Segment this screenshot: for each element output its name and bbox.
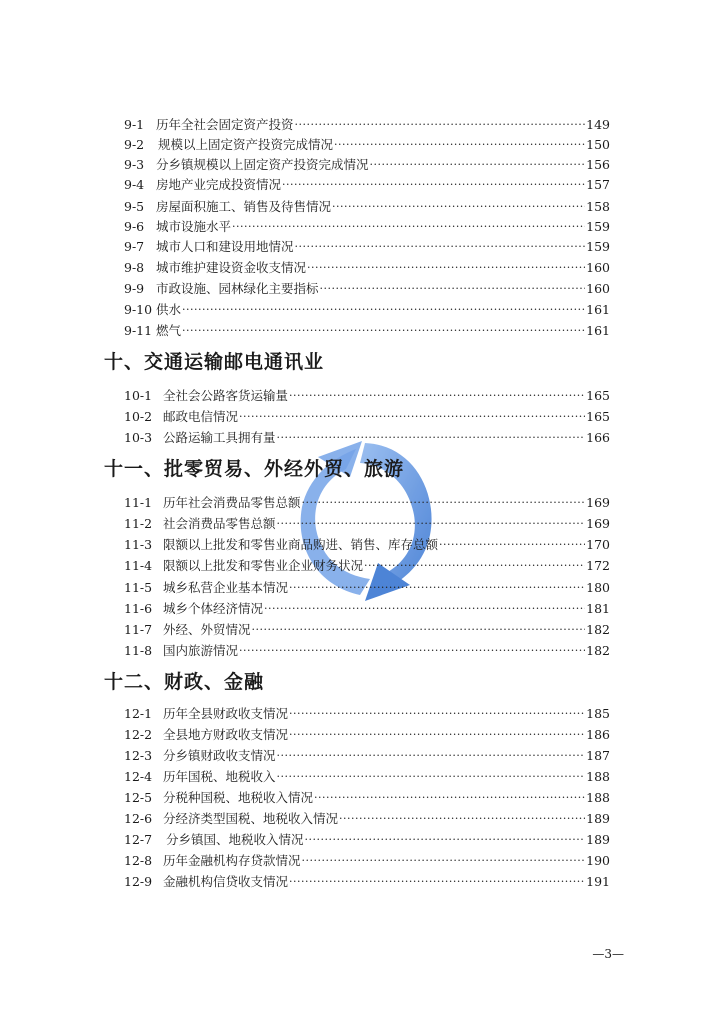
dot-leader	[439, 535, 585, 555]
entry-title: 城市设施水平	[156, 219, 232, 234]
toc-entry[interactable]	[124, 746, 610, 766]
entry-title: 外经、外贸情况	[163, 622, 251, 637]
toc-entry[interactable]	[124, 407, 610, 427]
entry-title: 全社会公路客货运输量	[163, 388, 289, 403]
entry-page: 185	[586, 706, 610, 721]
entry-title: 房地产业完成投资情况	[156, 177, 282, 192]
entry-title: 限额以上批发和零售业商品购进、销售、库存总额	[163, 537, 439, 552]
entry-title: 城市维护建设资金收支情况	[156, 260, 307, 275]
dot-leader	[277, 514, 586, 534]
dot-leader	[289, 578, 585, 598]
toc-entry[interactable]	[124, 578, 610, 598]
entry-number: 12-2	[124, 727, 153, 742]
dot-leader	[314, 788, 585, 808]
toc-entry[interactable]	[124, 175, 610, 195]
entry-number: 10-2	[124, 409, 153, 424]
entry-title: 房屋面积施工、销售及待售情况	[156, 199, 332, 214]
entry-page: 159	[586, 219, 610, 234]
toc-entry[interactable]	[124, 155, 610, 175]
entry-page: 182	[586, 643, 610, 658]
entry-title: 社会消费品零售总额	[163, 516, 276, 531]
entry-number: 12-6	[124, 811, 153, 826]
entry-number: 9-3	[124, 157, 145, 172]
entry-page: 170	[586, 537, 610, 552]
entry-number: 9-10	[124, 302, 153, 317]
toc-entry[interactable]	[124, 321, 610, 341]
dot-leader	[182, 300, 585, 320]
toc-entry[interactable]	[124, 641, 610, 661]
entry-title: 历年全县财政收支情况	[163, 706, 289, 721]
entry-page: 180	[586, 580, 610, 595]
entry-number: 12-5	[124, 790, 153, 805]
entry-number: 9-2	[124, 137, 145, 152]
entry-number: 9-7	[124, 239, 145, 254]
entry-number: 9-8	[124, 260, 145, 275]
entry-title: 历年社会消费品零售总额	[163, 495, 301, 510]
entry-title: 历年金融机构存贷款情况	[163, 853, 301, 868]
entry-page: 181	[586, 601, 610, 616]
toc-entry[interactable]	[124, 493, 610, 513]
entry-page: 165	[586, 388, 610, 403]
dot-leader	[277, 746, 586, 766]
entry-number: 11-6	[124, 601, 153, 616]
entry-page: 161	[586, 302, 610, 317]
entry-page: 150	[586, 137, 610, 152]
toc-entry[interactable]	[124, 788, 610, 808]
entry-page: 166	[586, 430, 610, 445]
entry-title: 历年国税、地税收入	[163, 769, 276, 784]
toc-entry[interactable]	[124, 851, 610, 871]
dot-leader	[277, 428, 586, 448]
toc-entry[interactable]	[124, 428, 610, 448]
toc-entry[interactable]	[124, 767, 610, 787]
entry-number: 11-1	[124, 495, 153, 510]
toc-entry[interactable]	[124, 258, 610, 278]
entry-title: 分经济类型国税、地税收入情况	[163, 811, 339, 826]
entry-number: 11-5	[124, 580, 153, 595]
dot-leader	[305, 830, 586, 850]
entry-page: 172	[586, 558, 610, 573]
toc-entry[interactable]	[124, 300, 610, 320]
dot-leader	[182, 321, 585, 341]
entry-number: 9-9	[124, 281, 145, 296]
entry-title: 邮政电信情况	[163, 409, 239, 424]
dot-leader	[232, 217, 585, 237]
toc-entry[interactable]	[124, 809, 610, 829]
entry-number: 11-2	[124, 516, 153, 531]
toc-entry[interactable]	[124, 135, 610, 155]
entry-title: 分税种国税、地税收入情况	[163, 790, 314, 805]
dot-leader	[332, 197, 585, 217]
entry-number: 10-3	[124, 430, 153, 445]
entry-title: 燃气	[156, 323, 182, 338]
entry-title: 限额以上批发和零售业企业财务状况	[163, 558, 364, 573]
entry-title: 城市人口和建设用地情况	[156, 239, 294, 254]
page-number-footer: —3—	[592, 947, 624, 961]
dot-leader	[295, 237, 586, 257]
entry-page: 159	[586, 239, 610, 254]
entry-page: 189	[586, 811, 610, 826]
section-heading: 十二、财政、金融	[104, 671, 265, 693]
entry-page: 158	[586, 199, 610, 214]
entry-page: 160	[586, 260, 610, 275]
entry-page: 157	[586, 177, 610, 192]
entry-page: 187	[586, 748, 610, 763]
toc-entry[interactable]	[124, 620, 610, 640]
entry-page: 188	[586, 790, 610, 805]
dot-leader	[289, 704, 585, 724]
entry-number: 10-1	[124, 388, 153, 403]
toc-entry[interactable]	[124, 279, 610, 299]
toc-entry[interactable]	[124, 197, 610, 217]
dot-leader	[302, 851, 586, 871]
entry-page: 182	[586, 622, 610, 637]
toc-entry[interactable]	[124, 217, 610, 237]
entry-number: 9-5	[124, 199, 145, 214]
entry-title: 国内旅游情况	[163, 643, 239, 658]
entry-page: 165	[586, 409, 610, 424]
toc-entry[interactable]	[124, 514, 610, 534]
entry-title: 公路运输工具拥有量	[163, 430, 276, 445]
entry-page: 191	[586, 874, 610, 889]
dot-leader	[239, 641, 585, 661]
toc-entry[interactable]	[124, 725, 610, 745]
entry-number: 12-8	[124, 853, 153, 868]
dot-leader	[320, 279, 586, 299]
entry-page: 169	[586, 495, 610, 510]
dot-leader	[339, 809, 585, 829]
toc-entry[interactable]	[124, 535, 610, 555]
entry-number: 12-7	[124, 832, 153, 847]
entry-title: 分乡镇财政收支情况	[163, 748, 276, 763]
dot-leader	[307, 258, 585, 278]
toc-entry[interactable]	[124, 872, 610, 892]
entry-page: 169	[586, 516, 610, 531]
dot-leader	[334, 135, 585, 155]
toc-entry[interactable]	[124, 830, 610, 850]
entry-number: 9-11	[124, 323, 153, 338]
entry-number: 12-3	[124, 748, 153, 763]
entry-number: 11-7	[124, 622, 153, 637]
entry-number: 9-6	[124, 219, 145, 234]
toc-entry[interactable]	[124, 556, 610, 576]
dot-leader	[277, 767, 586, 787]
toc-entry[interactable]	[124, 704, 610, 724]
entry-number: 12-9	[124, 874, 153, 889]
entry-title: 分乡镇国、地税收入情况	[166, 832, 304, 847]
entry-number: 9-1	[124, 117, 145, 132]
entry-page: 156	[586, 157, 610, 172]
entry-title: 分乡镇规模以上固定资产投资完成情况	[156, 157, 369, 172]
entry-number: 12-1	[124, 706, 153, 721]
entry-number: 9-4	[124, 177, 145, 192]
section-heading: 十一、批零贸易、外经外贸、旅游	[104, 458, 405, 480]
entry-page: 189	[586, 832, 610, 847]
entry-title: 规模以上固定资产投资完成情况	[158, 137, 334, 152]
entry-number: 12-4	[124, 769, 153, 784]
entry-title: 城乡私营企业基本情况	[163, 580, 289, 595]
entry-title: 全县地方财政收支情况	[163, 727, 289, 742]
entry-page: 190	[586, 853, 610, 868]
entry-page: 160	[586, 281, 610, 296]
entry-page: 186	[586, 727, 610, 742]
toc-entry[interactable]	[124, 386, 610, 406]
entry-number: 11-3	[124, 537, 153, 552]
dot-leader	[264, 599, 585, 619]
entry-title: 市政设施、园林绿化主要指标	[156, 281, 319, 296]
dot-leader	[370, 155, 586, 175]
entry-page: 149	[586, 117, 610, 132]
toc-entry[interactable]	[124, 237, 610, 257]
dot-leader	[302, 493, 586, 513]
dot-leader	[295, 115, 586, 135]
entry-title: 历年全社会固定资产投资	[156, 117, 294, 132]
dot-leader	[239, 407, 585, 427]
dot-leader	[282, 175, 585, 195]
entry-number: 11-4	[124, 558, 153, 573]
entry-title: 供水	[156, 302, 182, 317]
toc-entry[interactable]	[124, 599, 610, 619]
dot-leader	[289, 725, 585, 745]
entry-number: 11-8	[124, 643, 153, 658]
dot-leader	[289, 872, 585, 892]
dot-leader	[252, 620, 586, 640]
entry-page: 188	[586, 769, 610, 784]
toc-entry[interactable]	[124, 115, 610, 135]
dot-leader	[364, 556, 585, 576]
dot-leader	[289, 386, 585, 406]
section-heading: 十、交通运输邮电通讯业	[104, 351, 325, 373]
entry-title: 城乡个体经济情况	[163, 601, 264, 616]
entry-page: 161	[586, 323, 610, 338]
entry-title: 金融机构信贷收支情况	[163, 874, 289, 889]
